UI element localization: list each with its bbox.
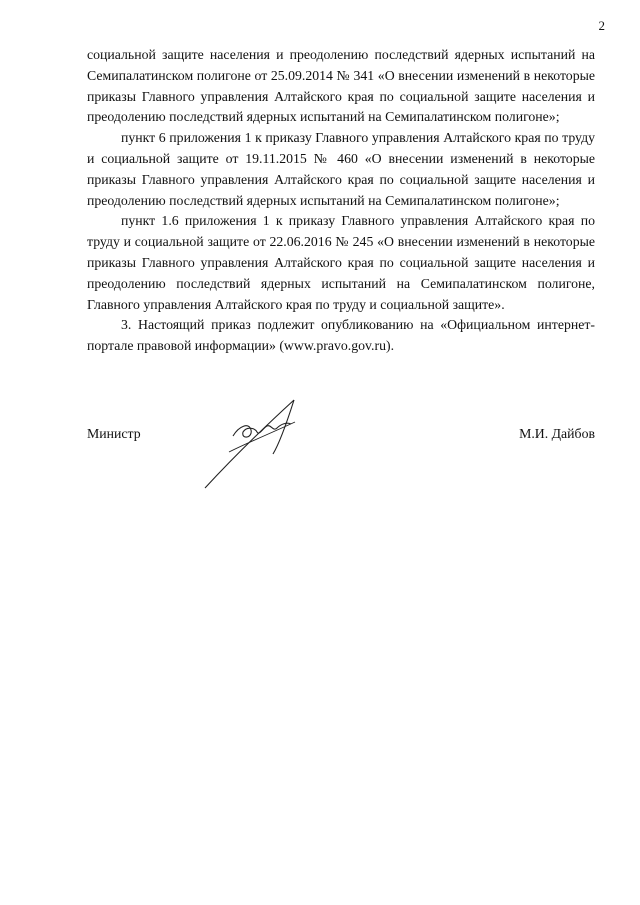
paragraph-publication-clause: 3. Настоящий приказ подлежит опубликованию на «Официальном интернет-портале правовой информации» (www.pravo.gov.ru). <box>87 317 595 354</box>
paragraph-item-point-6: пункт 6 приложения 1 к приказу Главного управления Алтайского края по труду и социальной защите от 19.11.2015 № 460 «О внесении изменений в некоторые приказы Главного управления Алтайского края по социальной защите населения и преодолению последствий ядерных испытаний на Семипалатинском полигоне»; <box>87 130 595 208</box>
document-body <box>87 45 595 357</box>
paragraph-continuation: социальной защите населения и преодолению последствий ядерных испытаний на Семипалатинском полигоне от 25.09.2014 № 341 «О внесении изменений в некоторые приказы Главного управления Алтайского края по социальной защите населения и преодолению последствий ядерных испытаний на Семипалатинском полигоне»; <box>87 47 595 125</box>
page-number: 2 <box>598 18 605 33</box>
handwritten-signature <box>199 392 339 492</box>
signatory-name: М.И. Дайбов <box>519 426 595 441</box>
signatory-role: Министр <box>87 426 141 441</box>
signature-block <box>87 420 595 500</box>
paragraph-item-point-1-6: пункт 1.6 приложения 1 к приказу Главного управления Алтайского края по труду и социальной защите от 22.06.2016 № 245 «О внесении изменений в некоторые приказы Главного управления Алтайского края по социальной защите населения и преодолению последствий ядерных испытаний на Семипалатинском полигоне, Главного управления Алтайского края по труду и социальной защите». <box>87 213 595 312</box>
